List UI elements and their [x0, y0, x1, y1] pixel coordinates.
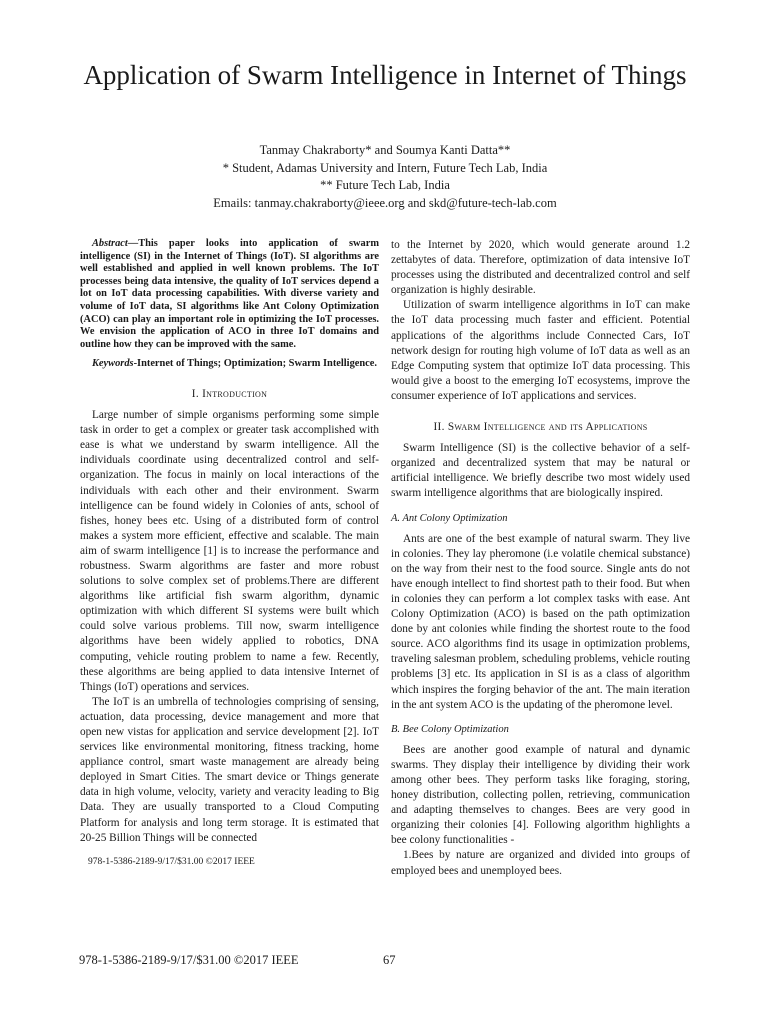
author-block — [80, 142, 690, 212]
subsection-heading-bco: B. Bee Colony Optimization — [391, 723, 509, 735]
aco-paragraph: Ants are one of the best example of natural swarm. They live in colonies. They lay pheromone (i.e volatile chemical substance) on the way from their nest to the food source. Single ants do not have enough intellect to find shortest path to their food. But when in colonies they can perform a lot complex tasks with ease. Ant Colony Optimization (ACO) is based on the path optimization done by ant colonies while finding the shortest route to the food source. ACO algorithms find its usage in optimization problems, traveling salesman problem, scheduling problems, vehicle routing problems [3] etc. Its application in SI is as a class of algorithm which inspires the forging behavior of the ant. The main iteration in the ant system ACO is the updating of the pheromone level. — [391, 532, 690, 711]
bco-paragraph: Bees are another good example of natural and dynamic swarms. They display their intelligence by dividing their work among other bees. They perform tasks like foraging, storing, honey distribution, collecting pollen, retrieving, communication and adapting themselves to changes. Bees are very good in organizing their colonies [4]. Following algorithm highlights a bee colony functionalities - — [391, 743, 690, 847]
bco-list-item-1: 1.Bees by nature are organized and divided into groups of employed bees and unemployed bees. — [391, 849, 690, 877]
abstract-lead: Abstract — [92, 238, 128, 249]
intro-paragraph-2: The IoT is an umbrella of technologies comprising of sensing, actuation, data processing, device management and more that open new vistas for application and service development [2]. IoT services like environmental monitoring, fitness tracking, home appliance control, smart waste management are already being deployed in Smart Cities. The smart device or Things generate data in high volume, velocity, variety and veracity leading to Big Data. They are usually transported to a Cloud Computing Platform for analysis and long term storage. It is estimated that 20-25 Billion Things will be connected — [80, 695, 379, 844]
footer-copyright: 978-1-5386-2189-9/17/$31.00 ©2017 IEEE — [79, 953, 299, 967]
abstract — [80, 238, 379, 351]
section-heading-introduction: I. Introduction — [191, 387, 268, 400]
section-heading-swarm-intelligence: II. Swarm Intelligence and its Applications — [433, 421, 648, 434]
keywords-lead: Keywords — [92, 358, 134, 370]
author-names: Tanmay Chakraborty* and Soumya Kanti Datta** — [259, 143, 511, 157]
left-column — [80, 238, 379, 870]
author-emails: Emails: tanmay.chakraborty@ieee.org and skd@future-tech-lab.com — [213, 195, 557, 210]
affiliation-1: * Student, Adamas University and Intern, Future Tech Lab, India — [222, 160, 548, 175]
abstract-body: —This paper looks into application of swarm intelligence (SI) in the Internet of Things (IoT). SI algorithms are well established and applied in well known problems. The IoT processes being data intensive, the quality of IoT services depend a lot on IoT data processing capabilities. With diverse variety and volume of IoT data, SI algorithms like Ant Colony Optimization (ACO) can play an important role in optimizing the IoT processes. We envision the application of ACO in three IoT domains and outline how they can be improved with the same. — [80, 238, 379, 350]
right-column — [391, 238, 690, 879]
paper-title: Application of Swarm Intelligence in Internet of Things — [83, 60, 687, 90]
inline-copyright: 978-1-5386-2189-9/17/$31.00 ©2017 IEEE — [88, 856, 255, 867]
keywords — [80, 358, 379, 371]
affiliation-2: ** Future Tech Lab, India — [320, 178, 450, 193]
intro-paragraph-1: Large number of simple organisms performing some simple task in order to get a complex or greater task accomplished with ease is what we understand by swarm intelligence. All the individuals coordinate using decentralized control and self-organization. The focus in mainly on local interactions of the individuals with each other and their environment. Swarm intelligence can be found widely in Colonies of ants, school of fishes, honey bees etc. Using of a distributed form of control makes a system more efficient, effective and scalable. The main aim of swarm intelligence [1] is to increase the performance and robustness. Swarm algorithms are faster and more robust solutions to solve complex set of problems.There are different algorithms like artificial fish swarm algorithm, dynamic optimization with which different SI systems were built which could solve various problems. Till now, swarm intelligence algorithms have been widely applied to robotics, DNA computing, vehicle routing problem to name a few. Recently, these algorithms are being applied to data intensive Internet of Things (IoT) operations and services. — [80, 409, 379, 693]
keywords-body: -Internet of Things; Optimization; Swarm Intelligence. — [133, 358, 377, 370]
subsection-heading-aco: A. Ant Colony Optimization — [391, 512, 508, 524]
intro-paragraph-3: Utilization of swarm intelligence algorithms in IoT can make the IoT data processing much faster and efficient. Potential applications of the algorithms include Connected Cars, IoT network design for routing high volume of IoT data as well as an Edge Computing system that optimize IoT data processing. This would give a boost to the emerging IoT ecosystems, improve the consumer experience of IoT applications and services. — [391, 299, 690, 402]
intro-continued-paragraph: to the Internet by 2020, which would generate around 1.2 zettabytes of data. Therefore, optimization of data intensive IoT processes using the distributed and decentralized control and self organization is highly desirable. — [391, 239, 690, 297]
page-number: 67 — [383, 953, 396, 967]
section2-intro: Swarm Intelligence (SI) is the collective behavior of a self-organized and decentralized system that may be natural or artificial intelligence. We briefly describe two most widely used swarm intelligence algorithms that are biologically inspired. — [391, 442, 690, 500]
